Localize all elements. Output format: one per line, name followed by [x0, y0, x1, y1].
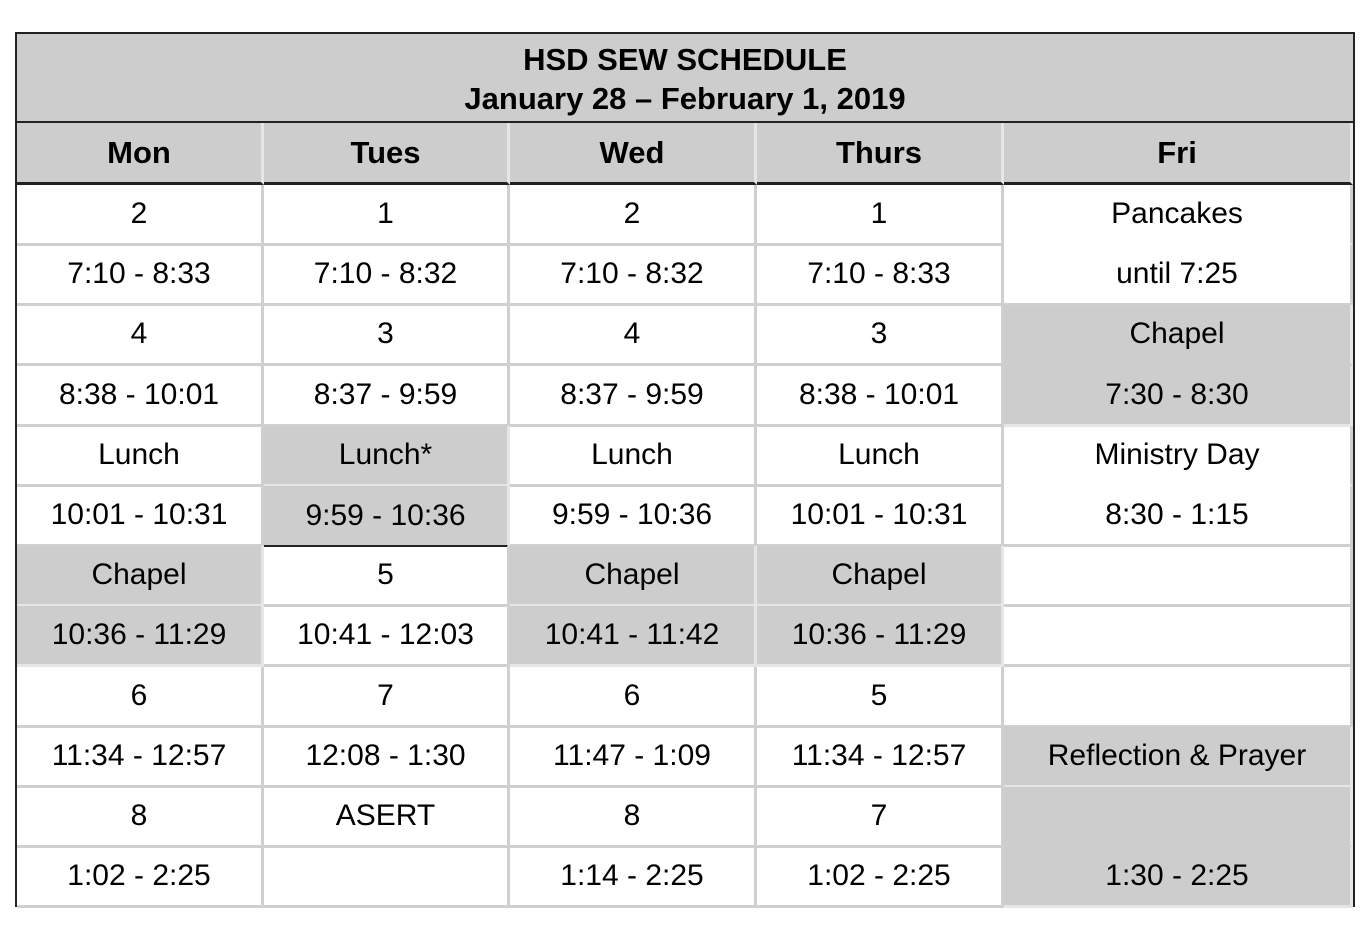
schedule-cell-wed: 1:14 - 2:25 — [510, 847, 757, 908]
schedule-cell-mon: 7:10 - 8:33 — [17, 245, 264, 306]
schedule-cell-wed: 8:37 - 9:59 — [510, 366, 757, 427]
schedule-cell-tues: 7 — [264, 667, 510, 728]
schedule-cell-mon: Chapel — [17, 546, 264, 607]
schedule-cell-thurs: 5 — [757, 667, 1004, 728]
schedule-cell-fri: 7:30 - 8:30 — [1004, 366, 1353, 427]
schedule-cell-fri — [1004, 667, 1353, 728]
schedule-cell-thurs: 1:02 - 2:25 — [757, 847, 1004, 908]
schedule-cell-wed: 9:59 - 10:36 — [510, 486, 757, 547]
schedule-cell-thurs: 3 — [757, 305, 1004, 366]
schedule-cell-thurs: 10:36 - 11:29 — [757, 606, 1004, 667]
schedule-cell-thurs: 7:10 - 8:33 — [757, 245, 1004, 306]
schedule-cell-thurs: Lunch — [757, 426, 1004, 487]
schedule-table — [15, 32, 1355, 907]
schedule-cell-fri — [1004, 787, 1353, 848]
schedule-cell-fri: until 7:25 — [1004, 245, 1353, 306]
schedule-cell-tues: Lunch* — [264, 426, 510, 487]
schedule-cell-mon: 11:34 - 12:57 — [17, 727, 264, 788]
schedule-cell-fri: Reflection & Prayer — [1004, 727, 1353, 788]
schedule-cell-wed: 2 — [510, 185, 757, 246]
schedule-date-range: January 28 – February 1, 2019 — [464, 81, 906, 116]
day-header-tues: Tues — [264, 123, 510, 185]
schedule-header — [17, 34, 1353, 123]
schedule-cell-thurs: 10:01 - 10:31 — [757, 486, 1004, 547]
schedule-cell-fri — [1004, 546, 1353, 607]
schedule-cell-mon: Lunch — [17, 426, 264, 487]
schedule-cell-thurs: 1 — [757, 185, 1004, 246]
schedule-title: HSD SEW SCHEDULE — [523, 42, 847, 77]
schedule-cell-mon: 1:02 - 2:25 — [17, 847, 264, 908]
schedule-cell-tues — [264, 847, 510, 908]
schedule-cell-thurs: Chapel — [757, 546, 1004, 607]
schedule-cell-fri: Chapel — [1004, 305, 1353, 366]
schedule-cell-mon: 8 — [17, 787, 264, 848]
schedule-cell-mon: 2 — [17, 185, 264, 246]
schedule-cell-fri: 1:30 - 2:25 — [1004, 847, 1353, 908]
day-header-fri: Fri — [1004, 123, 1353, 185]
schedule-cell-wed: 4 — [510, 305, 757, 366]
schedule-cell-mon: 8:38 - 10:01 — [17, 366, 264, 427]
schedule-cell-thurs: 7 — [757, 787, 1004, 848]
schedule-cell-mon: 10:36 - 11:29 — [17, 606, 264, 667]
schedule-cell-tues: 3 — [264, 305, 510, 366]
schedule-cell-wed: 10:41 - 11:42 — [510, 606, 757, 667]
schedule-cell-thurs: 8:38 - 10:01 — [757, 366, 1004, 427]
schedule-cell-fri: Pancakes — [1004, 185, 1353, 246]
schedule-cell-fri: Ministry Day — [1004, 426, 1353, 487]
schedule-cell-wed: 7:10 - 8:32 — [510, 245, 757, 306]
schedule-cell-mon: 4 — [17, 305, 264, 366]
schedule-cell-mon: 6 — [17, 667, 264, 728]
schedule-cell-wed: Lunch — [510, 426, 757, 487]
schedule-cell-tues: 7:10 - 8:32 — [264, 245, 510, 306]
day-header-wed: Wed — [510, 123, 757, 185]
schedule-cell-fri — [1004, 606, 1353, 667]
schedule-cell-thurs: 11:34 - 12:57 — [757, 727, 1004, 788]
schedule-cell-tues: 9:59 - 10:36 — [264, 486, 510, 547]
schedule-cell-mon: 10:01 - 10:31 — [17, 486, 264, 547]
schedule-cell-tues: 10:41 - 12:03 — [264, 606, 510, 667]
schedule-cell-tues: ASERT — [264, 787, 510, 848]
schedule-cell-tues: 1 — [264, 185, 510, 246]
schedule-cell-wed: Chapel — [510, 546, 757, 607]
schedule-cell-fri: 8:30 - 1:15 — [1004, 486, 1353, 547]
schedule-cell-tues: 5 — [264, 546, 510, 607]
schedule-cell-wed: 11:47 - 1:09 — [510, 727, 757, 788]
day-header-mon: Mon — [17, 123, 264, 185]
schedule-cell-tues: 12:08 - 1:30 — [264, 727, 510, 788]
schedule-cell-tues: 8:37 - 9:59 — [264, 366, 510, 427]
schedule-cell-wed: 6 — [510, 667, 757, 728]
schedule-cell-wed: 8 — [510, 787, 757, 848]
day-header-thurs: Thurs — [757, 123, 1004, 185]
